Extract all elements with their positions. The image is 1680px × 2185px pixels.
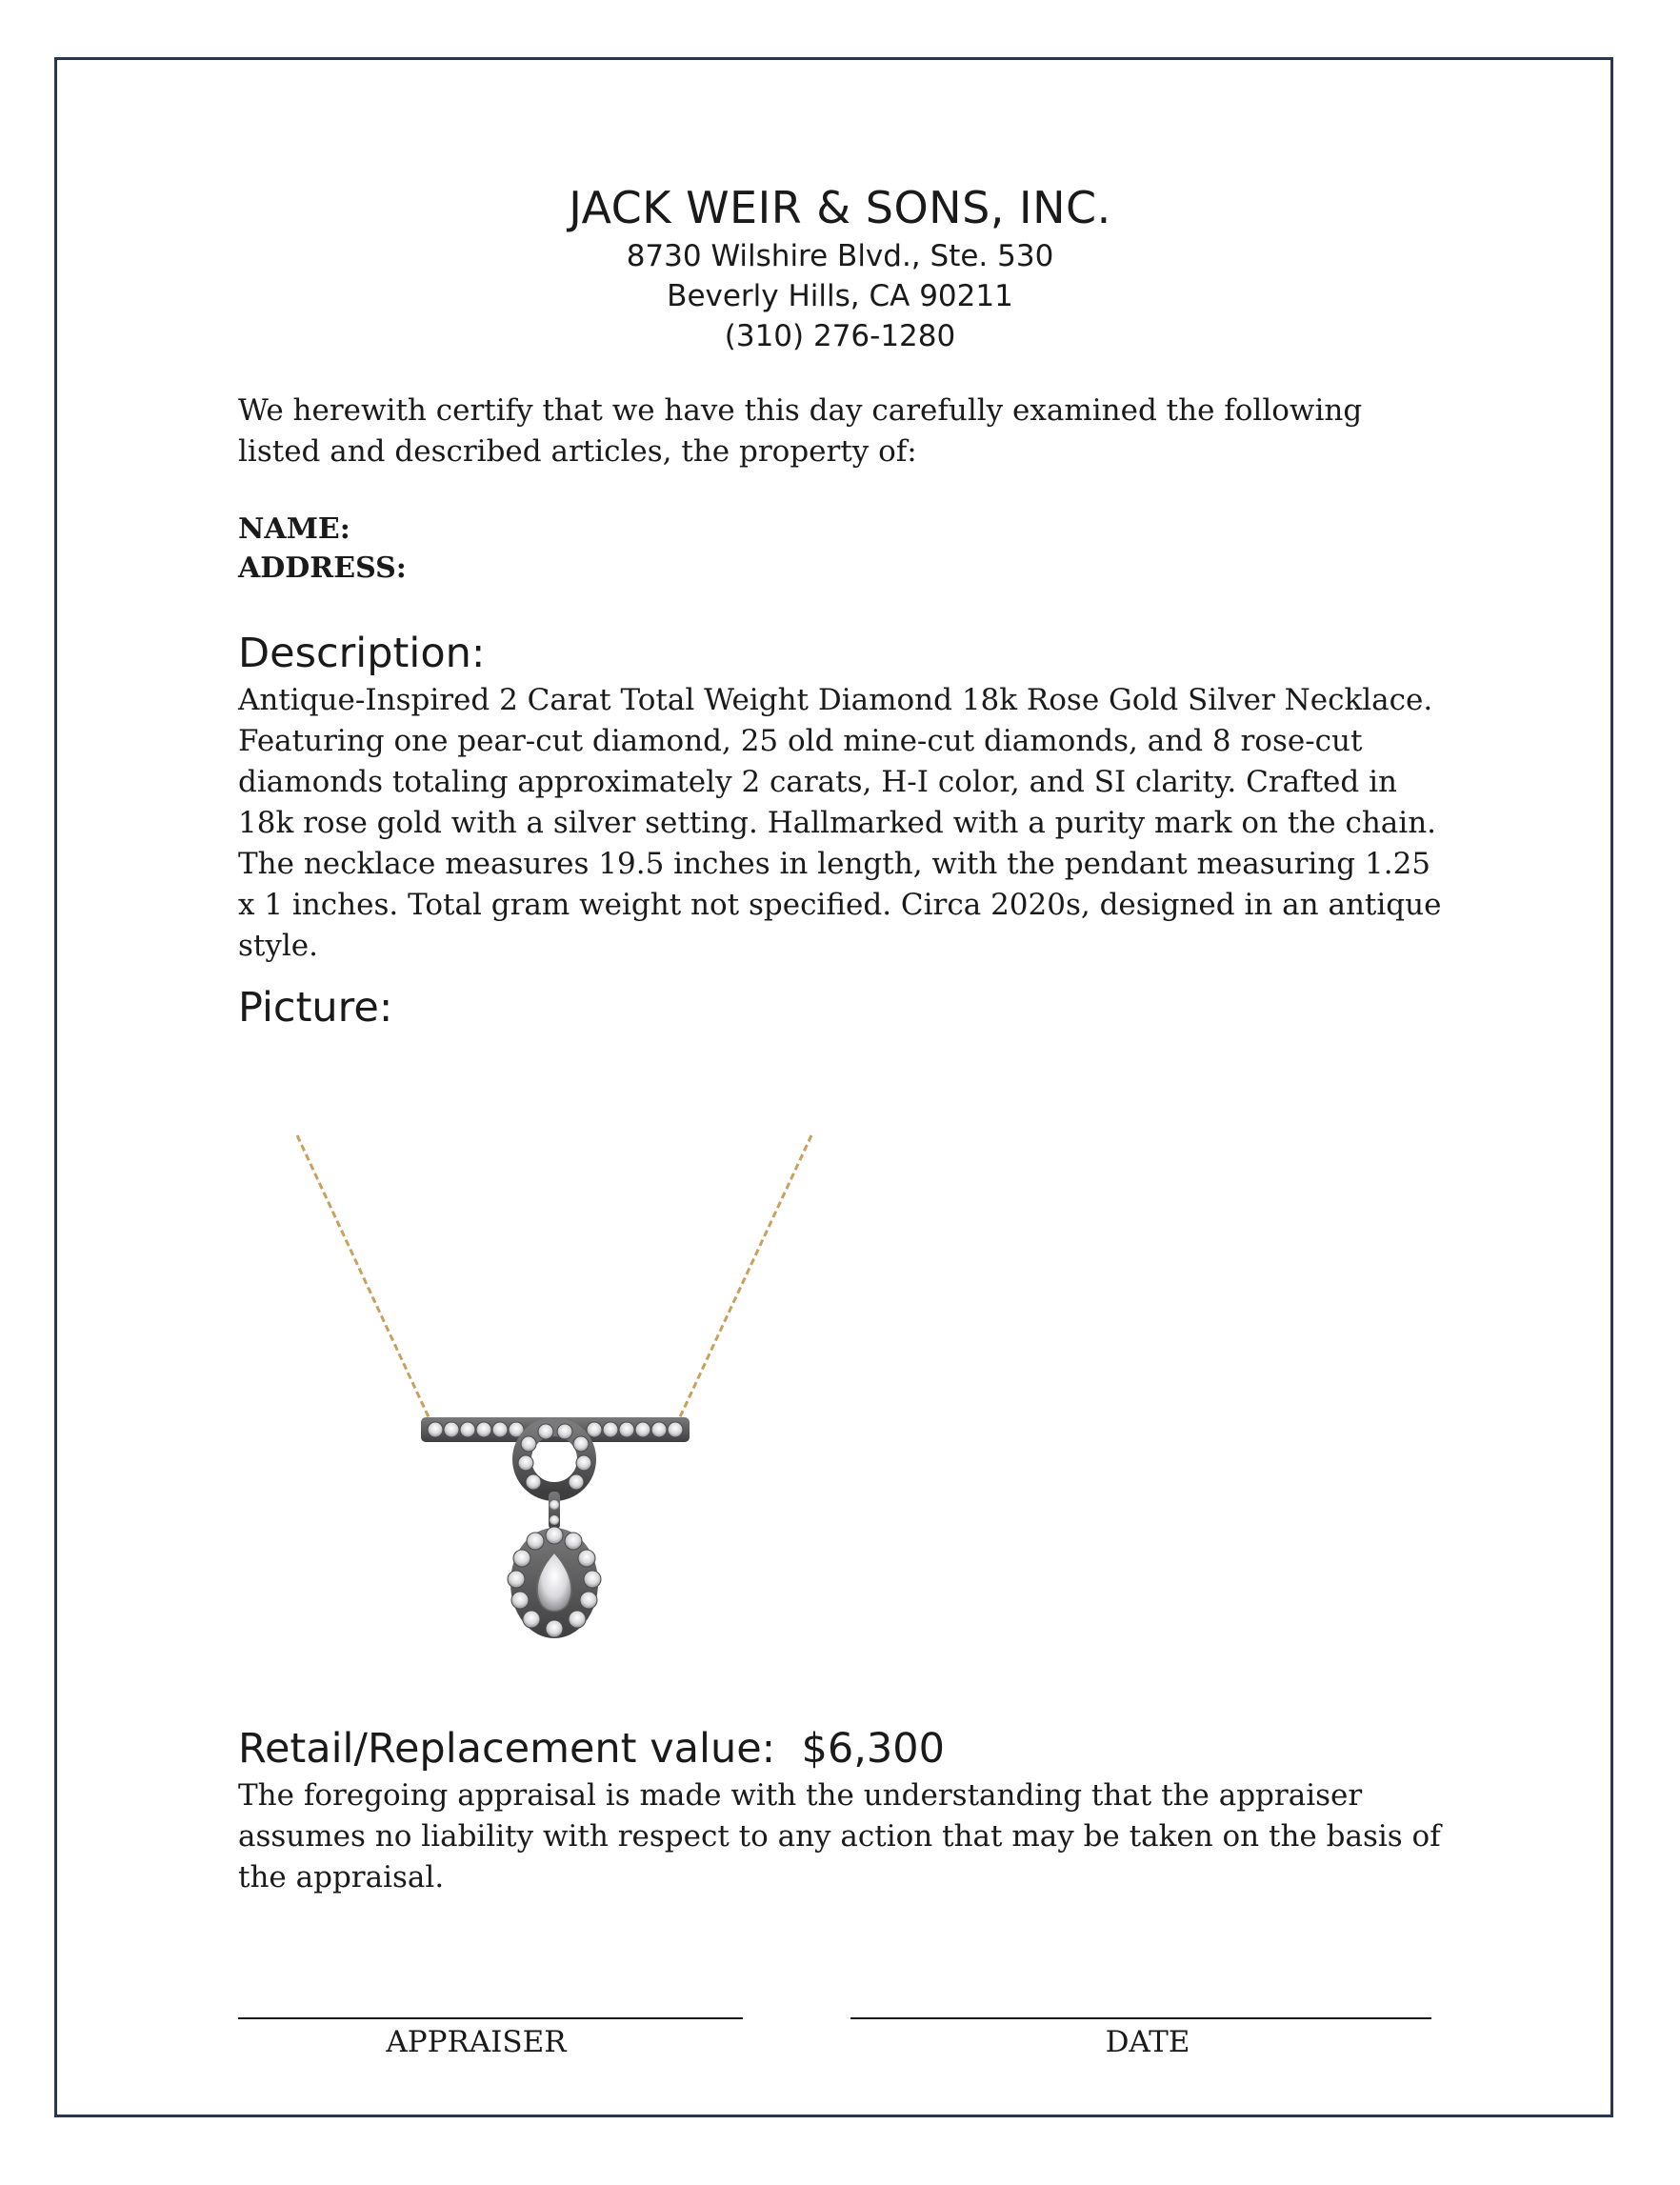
appraiser-signature-line — [238, 2017, 743, 2019]
company-name: JACK WEIR & SONS, INC. — [569, 182, 1111, 233]
description-section — [238, 627, 1448, 967]
valuation-label: Retail/Replacement value: — [238, 1725, 776, 1773]
certification-intro: We herewith certify that we have this day carefully examined the following listed and described articles, the property of: — [238, 393, 1363, 469]
valuation-line — [238, 1722, 1448, 1775]
company-address-line2: Beverly Hills, CA 90211 — [667, 279, 1013, 313]
name-label: NAME: — [238, 512, 350, 546]
date-signature-line — [850, 2017, 1431, 2019]
description-text: Antique-Inspired 2 Carat Total Weight Diamond 18k Rose Gold Silver Necklace. Featuring one pear-cut diamond, 25 old mine-cut diamonds, and 8 rose-cut diamonds totaling approximately 2 carats, H-I color, and SI clarity. Crafted in 18k rose gold with a silver setting. Hallmarked with a purity mark on the chain. The necklace measures 19.5 inches in length, with the pendant measuring 1.25 x 1 inches. Total gram weight not specified. Circa 2020s, designed in an antique style. — [238, 683, 1442, 963]
letterhead — [0, 179, 1680, 356]
appraiser-label: APPRAISER — [386, 2025, 567, 2059]
certification-section — [238, 391, 1448, 472]
picture-section — [238, 981, 1448, 1034]
description-heading: Description: — [238, 630, 486, 677]
picture-heading: Picture: — [238, 984, 393, 1032]
company-address-line1: 8730 Wilshire Blvd., Ste. 530 — [626, 239, 1054, 273]
valuation-value: $6,300 — [801, 1725, 945, 1773]
valuation-section — [238, 1722, 1448, 1898]
owner-fields — [238, 510, 1448, 588]
disclaimer-text: The foregoing appraisal is made with the understanding that the appraiser assumes no liability with respect to any action that may be taken on the basis of the appraisal. — [238, 1778, 1441, 1894]
chain-right — [678, 1135, 811, 1421]
company-phone: (310) 276-1280 — [724, 319, 956, 353]
necklace-photo — [276, 1114, 838, 1638]
address-label: ADDRESS: — [238, 551, 407, 585]
date-label: DATE — [1105, 2025, 1190, 2059]
chain-left — [297, 1135, 430, 1421]
